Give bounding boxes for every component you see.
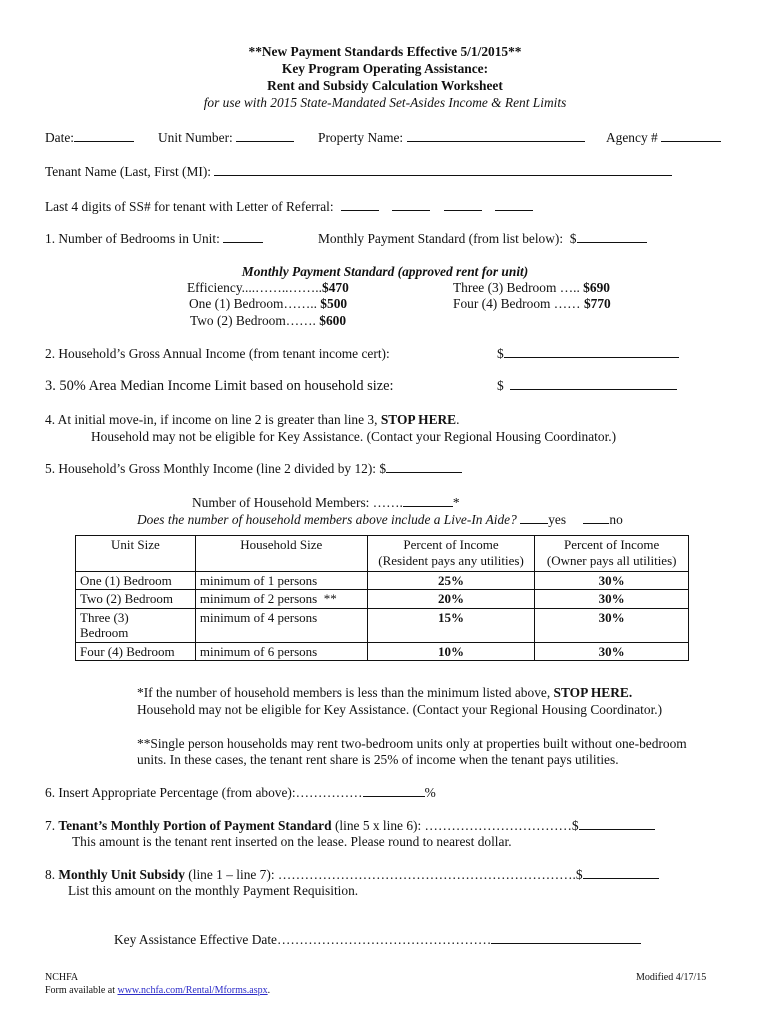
agency-field[interactable] (606, 130, 721, 146)
monthly-payment-standard-field[interactable] (318, 231, 647, 247)
unit-subsidy-blank[interactable] (583, 867, 659, 879)
header-worksheet-title: Rent and Subsidy Calculation Worksheet (267, 78, 503, 93)
unit-number-field[interactable] (158, 130, 294, 146)
unit-number-label: Unit Number: (158, 130, 233, 145)
tenant-portion-field[interactable]: 7. Tenant’s Monthly Portion of Payment Standard (line 5 x line 6): ……………………………$ (45, 818, 655, 834)
ami-limit-field[interactable]: $ (497, 378, 677, 394)
date-field[interactable] (45, 130, 134, 146)
tenant-name-field[interactable] (45, 164, 672, 180)
gross-annual-income-label: 2. Household’s Gross Annual Income (from tenant income cert): (45, 346, 390, 361)
agency-label: Agency # (606, 130, 658, 145)
bedrooms-blank[interactable] (223, 231, 263, 243)
table-row: Four (4) Bedroom minimum of 6 persons 10% 30% (76, 642, 689, 661)
ami-limit-blank[interactable] (510, 378, 677, 390)
single-person-note: **Single person households may rent two-bedroom units only at properties built without one-bedroom (137, 736, 687, 751)
two-bedroom-rate: Two (2) Bedroom……. $600 (190, 313, 347, 328)
minimum-members-note-line2: Household may not be eligible for Key Assistance. (Contact your Regional Housing Coordinator.) (137, 702, 663, 717)
unit-size-percentage-table (75, 535, 689, 661)
appropriate-percentage-blank[interactable] (363, 785, 425, 797)
unit-subsidy-label: Monthly Unit Subsidy (58, 867, 185, 882)
three-bedroom-rate: Three (3) Bedroom ….. $690 (453, 280, 610, 295)
property-name-field[interactable] (318, 130, 585, 146)
efficiency-rate: Efficiency....……..……..$470 (187, 280, 349, 295)
aide-no-blank[interactable] (583, 512, 609, 524)
ss-blank-3[interactable] (444, 199, 482, 211)
gross-annual-income-blank[interactable] (504, 346, 679, 358)
aide-yes-blank[interactable] (520, 512, 548, 524)
header-unit-size: Unit Size (76, 536, 196, 572)
minimum-members-note: *If the number of household members is less than the minimum listed above, STOP HERE. (137, 685, 633, 700)
bedrooms-label: 1. Number of Bedrooms in Unit: (45, 231, 220, 246)
ss-field[interactable] (45, 199, 533, 215)
aide-no-label: no (609, 512, 623, 527)
header-resident-percent: Percent of Income (Resident pays any utilities) (367, 536, 535, 572)
four-bedroom-rate: Four (4) Bedroom …… $770 (453, 296, 611, 311)
date-blank[interactable] (74, 130, 134, 142)
gross-monthly-income-label: 5. Household’s Gross Monthly Income (line 2 divided by 12): $ (45, 461, 387, 476)
appropriate-percentage-label: 6. Insert Appropriate Percentage (from above):…………… (45, 785, 363, 800)
header-program-title: Key Program Operating Assistance: (281, 61, 489, 76)
household-members-label: Number of Household Members: ……. (192, 495, 403, 510)
agency-blank[interactable] (661, 130, 721, 142)
table-row: Three (3) Bedroom minimum of 4 persons 15% 30% (76, 608, 689, 642)
live-in-aide-question[interactable]: Does the number of household members above include a Live-In Aide? yes no (137, 512, 623, 527)
mps-label: Monthly Payment Standard (from list below): (318, 231, 564, 246)
line4-note: Household may not be eligible for Key Assistance. (Contact your Regional Housing Coordinator.) (91, 429, 617, 444)
table-header-row (76, 536, 689, 572)
unit-subsidy-field[interactable]: 8. Monthly Unit Subsidy (line 1 – line 7): ………………………………………………………….$ (45, 867, 659, 883)
payment-standard-title: Monthly Payment Standard (approved rent for unit) (241, 264, 529, 279)
line4-instruction: 4. At initial move-in, if income on line 2 is greater than line 3, STOP HERE. (45, 412, 460, 427)
mps-blank[interactable] (577, 231, 647, 243)
unit-number-blank[interactable] (236, 130, 294, 142)
unit-subsidy-note: List this amount on the monthly Payment Requisition. (68, 883, 359, 898)
header-effective-notice: **New Payment Standards Effective 5/1/2015** (248, 44, 522, 59)
ss-blank-2[interactable] (392, 199, 430, 211)
tenant-portion-blank[interactable] (579, 818, 655, 830)
table-row: One (1) Bedroom minimum of 1 persons 25% 30% (76, 571, 689, 590)
date-label: Date: (45, 130, 74, 145)
property-name-label: Property Name: (318, 130, 404, 145)
mps-currency: $ (569, 231, 577, 246)
gross-annual-income-field[interactable]: $ (497, 346, 679, 362)
aide-yes-label: yes (548, 512, 567, 527)
effective-date-label: Key Assistance Effective Date………………………………………… (114, 932, 492, 947)
household-members-blank[interactable] (403, 495, 453, 507)
household-members-field[interactable]: Number of Household Members: ……. * (192, 495, 460, 510)
one-bedroom-rate: One (1) Bedroom…….. $500 (189, 296, 348, 311)
footer-modified-date: Modified 4/17/15 (636, 972, 707, 983)
ss-blank-1[interactable] (341, 199, 379, 211)
footer-org: NCHFA (45, 972, 79, 983)
gross-monthly-income-field[interactable] (45, 461, 462, 477)
effective-date-field[interactable] (114, 932, 641, 948)
header-subtitle: for use with 2015 State-Mandated Set-Asides Income & Rent Limits (203, 95, 567, 110)
tenant-portion-label: Tenant’s Monthly Portion of Payment Standard (58, 818, 332, 833)
header-owner-percent: Percent of Income (Owner pays all utilities) (535, 536, 689, 572)
ss-label: Last 4 digits of SS# for tenant with Letter of Referral: (45, 199, 334, 214)
ami-limit-label: 3. 50% Area Median Income Limit based on household size: (45, 378, 394, 394)
tenant-portion-note: This amount is the tenant rent inserted on the lease. Please round to nearest dollar. (72, 834, 512, 849)
tenant-name-label: Tenant Name (Last, First (MI): (45, 164, 212, 179)
appropriate-percentage-field[interactable]: 6. Insert Appropriate Percentage (from above):…………… % (45, 785, 436, 800)
effective-date-blank[interactable] (491, 932, 641, 944)
property-name-blank[interactable] (407, 130, 585, 142)
table-row: Two (2) Bedroom minimum of 2 persons ** 20% 30% (76, 590, 689, 609)
tenant-name-blank[interactable] (214, 164, 672, 176)
gross-monthly-income-blank[interactable] (386, 461, 462, 473)
forms-link[interactable]: www.nchfa.com/Rental/Mforms.aspx (117, 985, 268, 996)
ss-blank-4[interactable] (495, 199, 533, 211)
header-household-size: Household Size (195, 536, 367, 572)
single-person-note-line2: units. In these cases, the tenant rent share is 25% of income when the tenant pays utilities. (137, 752, 619, 767)
footer-availability: Form available at www.nchfa.com/Rental/Mforms.aspx. (45, 985, 271, 996)
bedrooms-field[interactable] (45, 231, 263, 247)
